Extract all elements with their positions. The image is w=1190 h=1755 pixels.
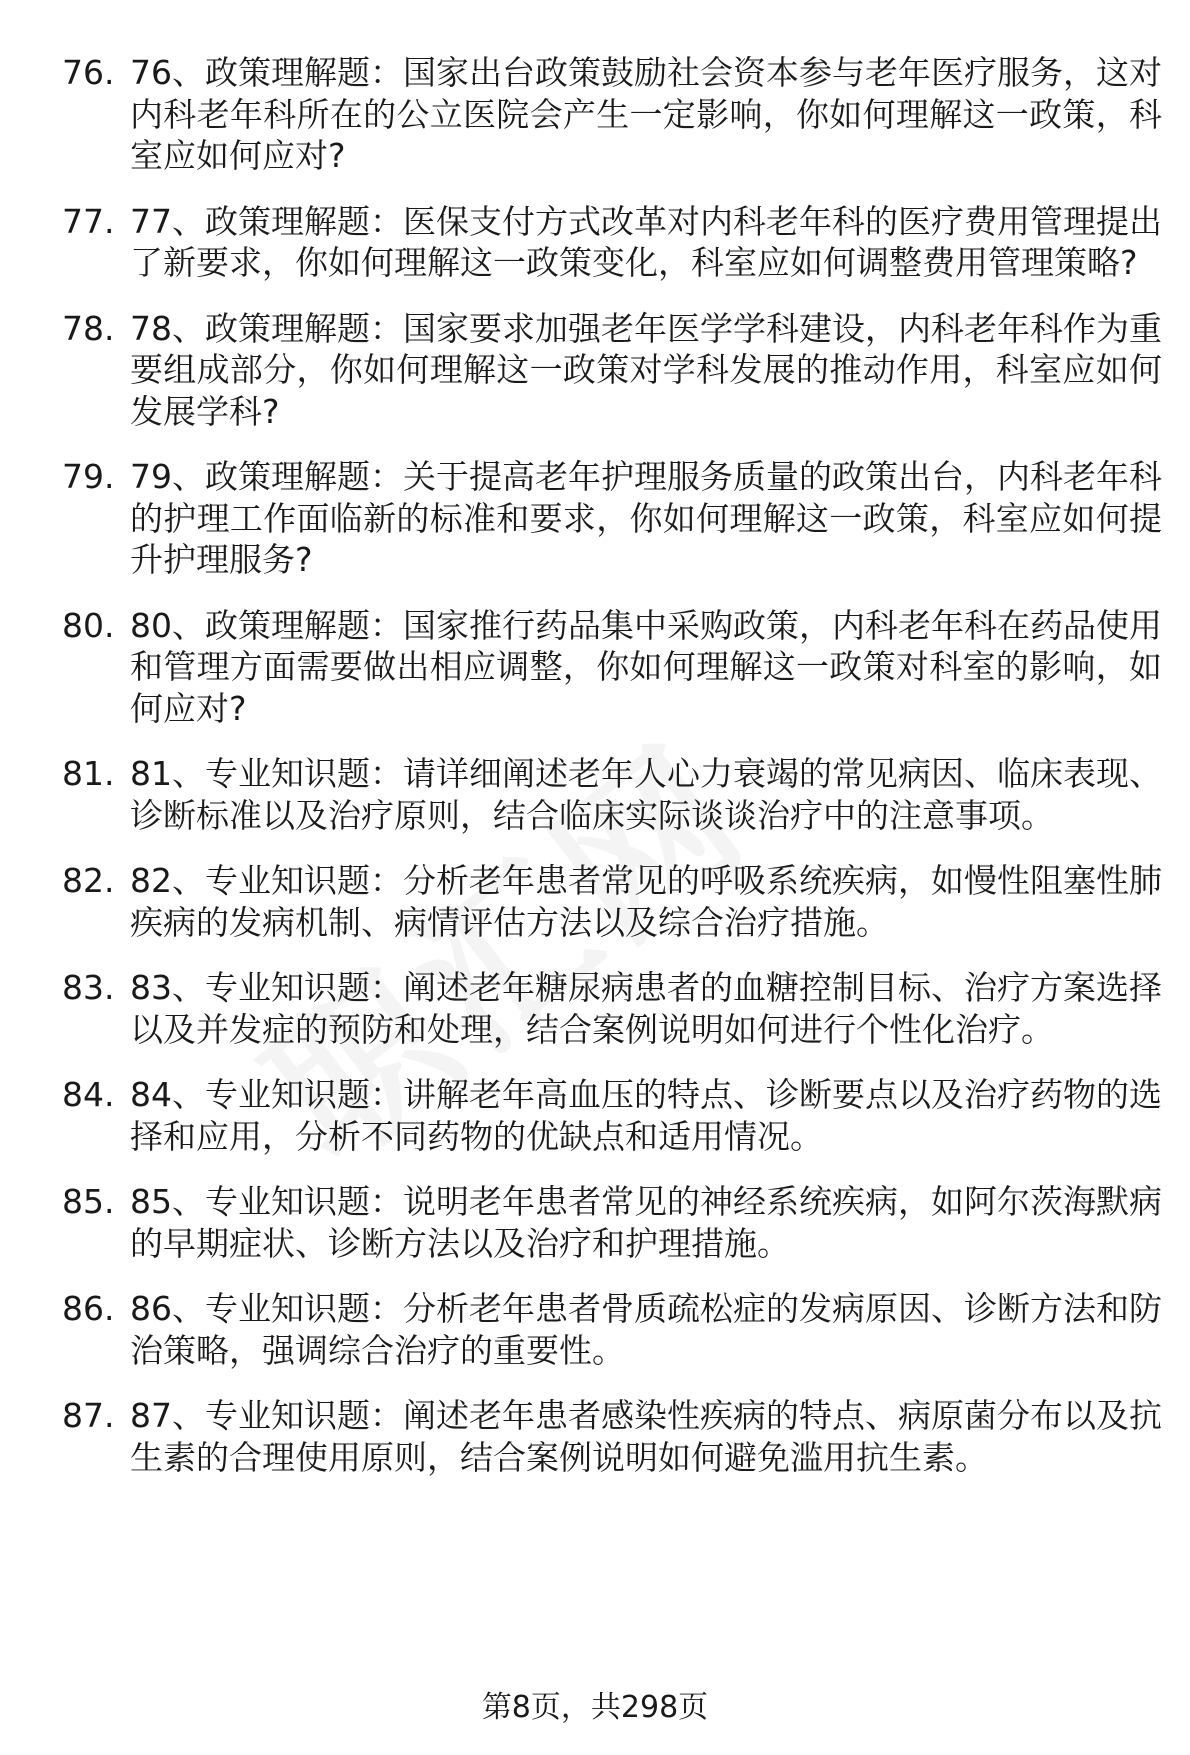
- question-text: 76、政策理解题：国家出台政策鼓励社会资本参与老年医疗服务，这对内科老年科所在的公立医院会产生一定影响，你如何理解这一政策，科室应如何应对?: [130, 53, 1162, 175]
- question-text: 78、政策理解题：国家要求加强老年医学学科建设，内科老年科作为重要组成部分，你如何理解这一政策对学科发展的推动作用，科室应如何发展学科?: [130, 308, 1162, 431]
- question-number: 81.: [62, 754, 115, 793]
- question-number: 76.: [62, 53, 115, 92]
- question-number: 80.: [62, 605, 115, 645]
- question-item: [62, 860, 1162, 943]
- question-number: 82.: [62, 861, 115, 900]
- question-item: [62, 1181, 1162, 1264]
- question-item: [62, 456, 1162, 581]
- page-number-label: 第8页，共298页: [481, 1690, 709, 1725]
- question-text: 84、专业知识题：讲解老年高血压的特点、诊断要点以及治疗药物的选择和应用，分析不同药物的优缺点和适用情况。: [130, 1075, 1162, 1156]
- question-item: [62, 1395, 1162, 1478]
- question-text: 86、专业知识题：分析老年患者骨质疏松症的发病原因、诊断方法和防治策略，强调综合治疗的重要性。: [130, 1289, 1162, 1370]
- question-item: [62, 201, 1162, 284]
- question-item: [62, 52, 1162, 177]
- question-number: 87.: [62, 1396, 115, 1435]
- question-text: 81、专业知识题：请详细阐述老年人心力衰竭的常见病因、临床表现、诊断标准以及治疗原则，结合临床实际谈谈治疗中的注意事项。: [130, 754, 1162, 835]
- question-text: 85、专业知识题：说明老年患者常见的神经系统疾病，如阿尔茨海默病的早期症状、诊断方法以及治疗和护理措施。: [130, 1182, 1162, 1263]
- question-number: 84.: [62, 1075, 115, 1114]
- question-number: 77.: [62, 201, 115, 241]
- question-text: 79、政策理解题：关于提高老年护理服务质量的政策出台，内科老年科的护理工作面临新的标准和要求，你如何理解这一政策，科室应如何提升护理服务?: [130, 457, 1162, 579]
- question-number: 78.: [62, 308, 115, 348]
- question-text: 80、政策理解题：国家推行药品集中采购政策，内科老年科在药品使用和管理方面需要做出相应调整，你如何理解这一政策对科室的影响，如何应对?: [130, 605, 1162, 728]
- question-number: 79.: [62, 457, 115, 496]
- question-item: [62, 753, 1162, 836]
- question-item: [62, 967, 1162, 1050]
- page-footer: [0, 1688, 1190, 1728]
- question-text: 87、专业知识题：阐述老年患者感染性疾病的特点、病原菌分布以及抗生素的合理使用原则，结合案例说明如何避免滥用抗生素。: [130, 1396, 1162, 1477]
- question-item: [62, 605, 1162, 730]
- question-number: 86.: [62, 1289, 115, 1328]
- question-item: [62, 1074, 1162, 1157]
- question-text: 77、政策理解题：医保支付方式改革对内科老年科的医疗费用管理提出了新要求，你如何理解这一政策变化，科室应如何调整费用管理策略?: [130, 201, 1162, 282]
- question-list: [62, 52, 1162, 1502]
- question-item: [62, 1288, 1162, 1371]
- question-item: [62, 308, 1162, 433]
- question-text: 83、专业知识题：阐述老年糖尿病患者的血糖控制目标、治疗方案选择以及并发症的预防和处理，结合案例说明如何进行个性化治疗。: [130, 968, 1162, 1049]
- question-number: 83.: [62, 968, 115, 1007]
- question-number: 85.: [62, 1182, 115, 1221]
- question-text: 82、专业知识题：分析老年患者常见的呼吸系统疾病，如慢性阻塞性肺疾病的发病机制、病情评估方法以及综合治疗措施。: [130, 861, 1162, 942]
